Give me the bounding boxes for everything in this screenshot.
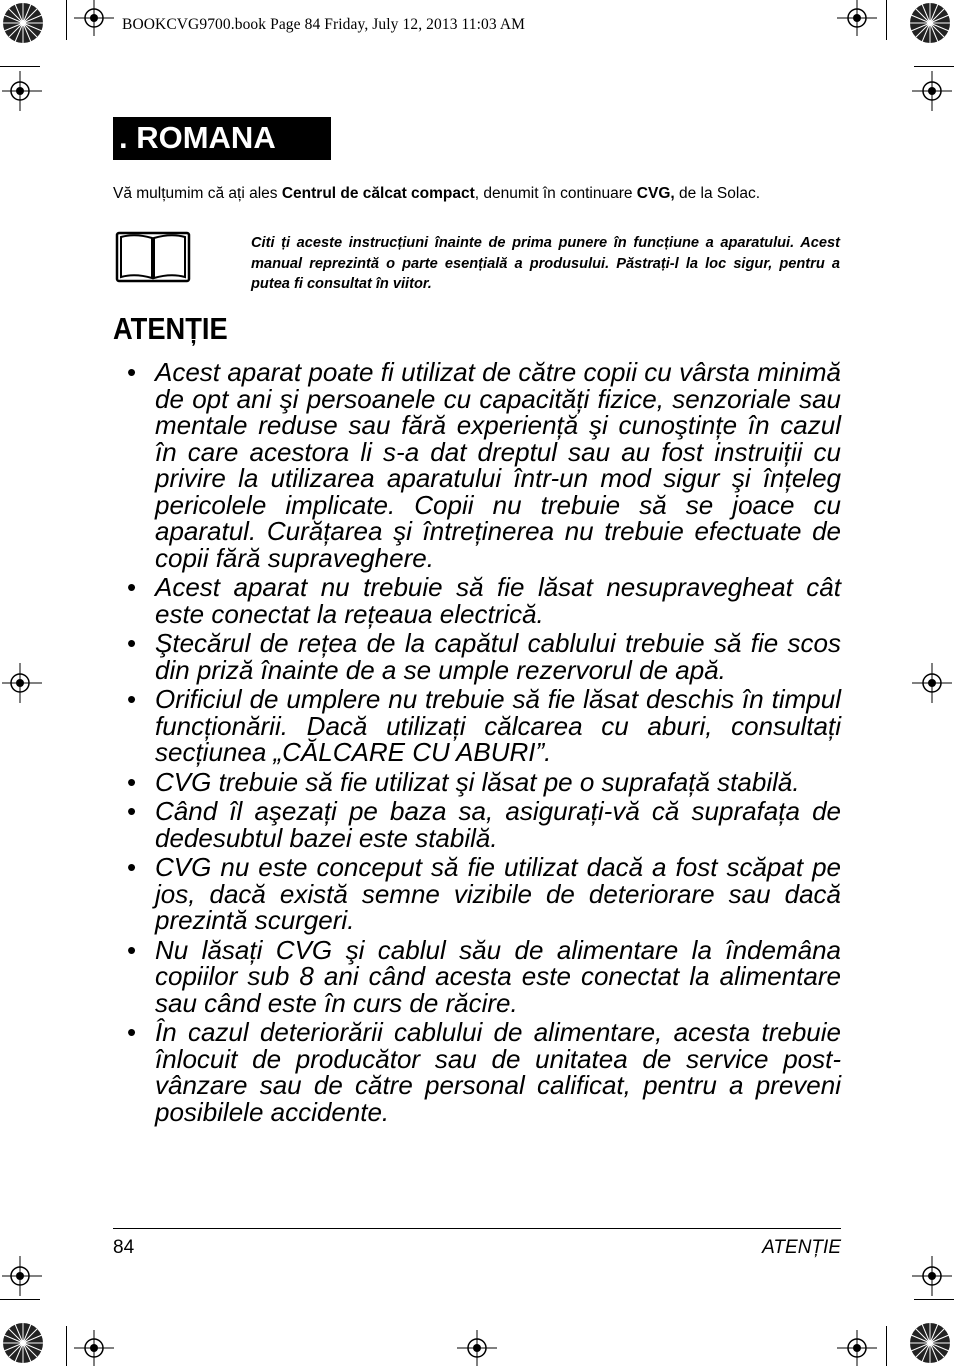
book-icon [115,229,191,285]
intro-text: Vă mulțumim că ați ales [113,185,282,202]
crosshair-registration-icon [457,1326,497,1366]
crosshair-registration-icon [2,1256,42,1296]
starburst-rosette-icon [2,2,44,44]
instruction-note: Citi ți aceste instrucțiuni înainte de prima punere în funcțiune a aparatului. Acest manual reprezintă o parte esențială a produsului. Păstrați-l la loc sigur, pentru a putea fi consultat în viitor. [251,235,840,292]
crosshair-registration-icon [912,1256,952,1296]
list-item: • Orificiul de umplere nu trebuie să fie lăsat deschis în timpul funcționării. Dacă utilizați călcarea cu aburi, consultați secțiunea „CĂLCARE CU ABURI”. [113,686,841,766]
footer-section-name: ATENȚIE [762,1237,841,1258]
crop-line [66,1326,67,1366]
list-item: • În cazul deteriorării cablului de alimentare, acesta trebuie înlocuit de producător sau de unitatea de service post-vânzare sau de către personal calificat, pentru a preveni posibilele accidente. [113,1019,841,1125]
crosshair-registration-icon [2,663,42,703]
section-title: ATENȚIE [113,311,228,346]
intro-text: de la Solac. [674,185,761,202]
footer-divider [113,1228,841,1229]
language-label: . ROMANA [119,120,276,155]
list-item: • Acest aparat poate fi utilizat de către copii cu vârsta minimă de opt ani şi persoanele cu capacități fizice, senzoriale sau mentale reduse sau fără experiență şi cunoştințe în cazul în care acestora li s-a dat dreptul sau au fost instruiții cu privire la utilizarea aparatului într-un mod sigur şi înțeleg pericolele implicate. Copii nu trebuie să se joace cu aparatul. Curățarea şi întreținerea nu trebuie efectuate de copii fără supraveghere. [113,359,841,571]
list-item: • CVG trebuie să fie utilizat şi lăsat pe o suprafață stabilă. [113,769,841,796]
crosshair-registration-icon [912,71,952,111]
crosshair-registration-icon [74,1326,114,1366]
crop-line [0,1299,40,1300]
product-abbreviation: CVG, [636,185,675,202]
intro-text: , denumit în continuare [474,185,637,202]
intro-paragraph [113,184,843,204]
crosshair-registration-icon [912,663,952,703]
crop-line [886,1326,887,1366]
starburst-rosette-icon [2,1322,44,1364]
list-item: • CVG nu este conceput să fie utilizat dacă a fost scăpat pe jos, dacă există semne vizibile de deteriorare sau dacă prezintă scurgeri. [113,854,841,934]
list-item: • Acest aparat nu trebuie să fie lăsat nesupravegheat cât este conectat la rețeaua electrică. [113,574,841,627]
list-item: • Când îl aşezați pe baza sa, asigurați-vă că suprafața de dedesubtul bazei este stabilă. [113,798,841,851]
crosshair-registration-icon [2,71,42,111]
crosshair-registration-icon [74,0,114,40]
language-label-box [113,117,331,160]
book-header-info: BOOKCVG9700.book Page 84 Friday, July 12, 2013 11:03 AM [122,16,526,33]
list-item: • Ştecărul de rețea de la capătul cablului trebuie să fie scos din priză înainte de a se umple rezervorul de apă. [113,630,841,683]
crop-line [0,66,40,67]
crosshair-registration-icon [837,1326,877,1366]
crop-line [914,1299,954,1300]
product-name: Centrul de călcat compact [281,185,475,202]
starburst-rosette-icon [909,1322,951,1364]
page-number: 84 [113,1237,135,1258]
crosshair-registration-icon [837,0,877,40]
starburst-rosette-icon [909,2,951,44]
crop-line [66,0,67,40]
crop-line [914,66,954,67]
warning-list [113,359,841,1128]
crop-line [886,0,887,40]
list-item: • Nu lăsați CVG şi cablul său de alimentare la îndemâna copiilor sub 8 ani când acesta este conectat la alimentare sau când este în curs de răcire. [113,937,841,1017]
